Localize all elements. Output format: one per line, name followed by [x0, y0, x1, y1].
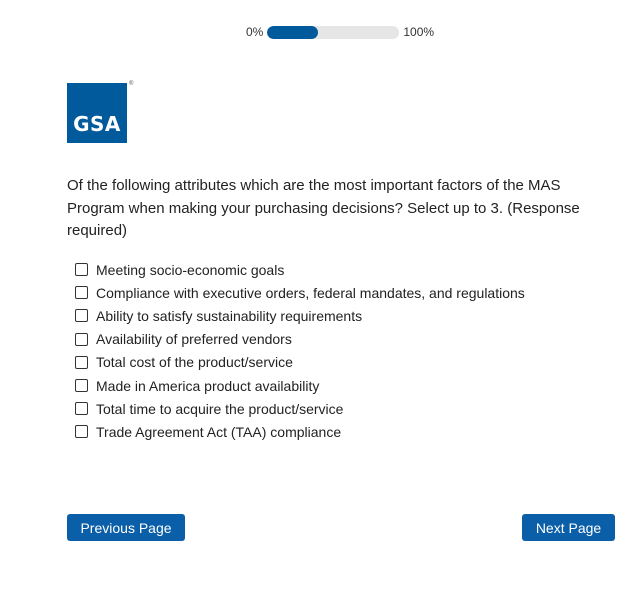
- option-item[interactable]: [75, 374, 525, 397]
- option-label: Trade Agreement Act (TAA) compliance: [96, 423, 342, 440]
- option-label: Compliance with executive orders, federal mandates, and regulations: [96, 284, 525, 301]
- option-checkbox[interactable]: [75, 286, 88, 299]
- option-checkbox[interactable]: [75, 402, 88, 415]
- progress-end-label: 100%: [403, 25, 435, 39]
- progress-bar: [267, 26, 399, 39]
- option-checkbox[interactable]: [75, 379, 88, 392]
- registered-mark: ®: [129, 81, 134, 87]
- option-item[interactable]: [75, 351, 525, 374]
- option-label: Made in America product availability: [96, 377, 320, 394]
- progress-bar-fill: [267, 26, 317, 39]
- progress-indicator: [246, 24, 434, 40]
- option-item[interactable]: [75, 328, 525, 351]
- options-list: [75, 258, 525, 444]
- option-label: Total cost of the product/service: [96, 354, 293, 371]
- option-label: Total time to acquire the product/service: [96, 400, 344, 417]
- option-checkbox[interactable]: [75, 333, 88, 346]
- gsa-logo-text: GSA: [73, 112, 121, 136]
- option-label: Ability to satisfy sustainability requirements: [96, 307, 363, 324]
- option-checkbox[interactable]: [75, 309, 88, 322]
- question-text: Of the following attributes which are the most important factors of the MAS Program when making your purchasing decisions? Select up to 3. (Response required): [67, 177, 580, 239]
- option-label: Meeting socio-economic goals: [96, 261, 285, 278]
- option-checkbox[interactable]: [75, 356, 88, 369]
- previous-page-button[interactable]: Previous Page: [67, 514, 185, 541]
- progress-start-label: 0%: [246, 25, 264, 39]
- option-item[interactable]: [75, 258, 525, 281]
- gsa-logo-box: [67, 83, 127, 143]
- next-page-button[interactable]: Next Page: [522, 514, 615, 541]
- option-label: Availability of preferred vendors: [96, 331, 292, 348]
- option-item[interactable]: [75, 304, 525, 327]
- gsa-logo: [67, 81, 134, 143]
- option-item[interactable]: [75, 281, 525, 304]
- option-checkbox[interactable]: [75, 263, 88, 276]
- option-checkbox[interactable]: [75, 425, 88, 438]
- option-item[interactable]: [75, 397, 525, 420]
- option-item[interactable]: [75, 420, 525, 443]
